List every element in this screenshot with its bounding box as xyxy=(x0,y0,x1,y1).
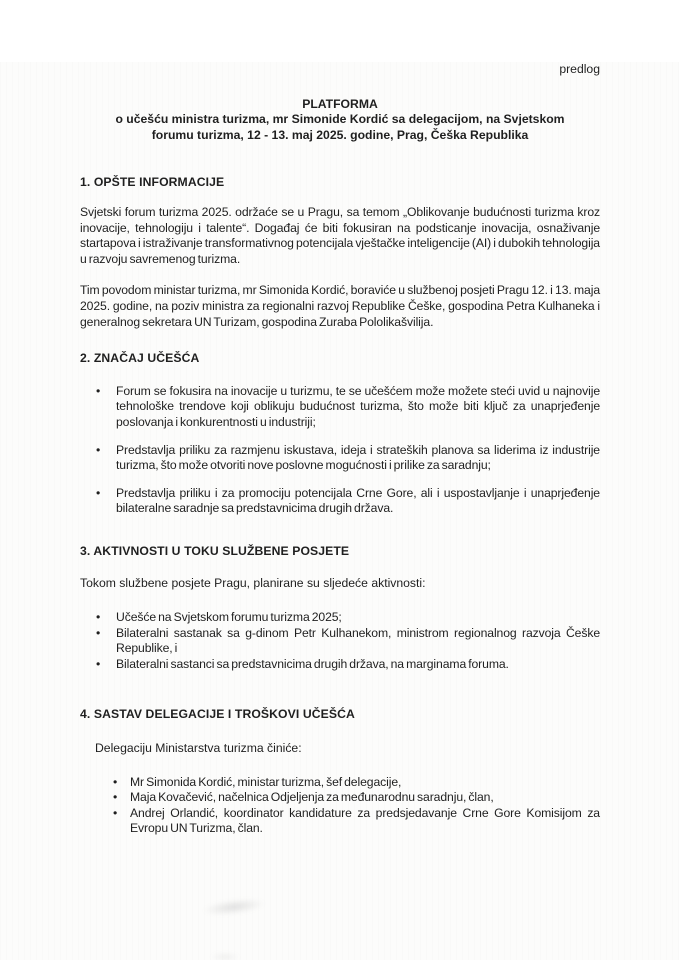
section-4-bullet-list xyxy=(80,775,600,837)
list-item-text: Bilateralni sastanci sa predstavnicima drugih država, na marginama foruma. xyxy=(116,656,509,671)
bullet-icon: • xyxy=(113,805,118,820)
bullet-icon: • xyxy=(96,383,101,398)
document-subtitle-line-1: o učešću ministra turizma, mr Simonide Kordić sa delegacijom, na Svjetskom xyxy=(115,112,565,127)
list-item xyxy=(80,806,600,837)
bullet-icon: • xyxy=(113,790,118,805)
section-3-bullet-list xyxy=(80,610,600,672)
list-item xyxy=(80,610,600,626)
bullet-icon: • xyxy=(113,774,118,789)
document-title-block xyxy=(80,97,600,144)
list-item-text: Mr Simonida Kordić, ministar turizma, šef delegacije, xyxy=(130,774,402,789)
scan-smudge xyxy=(210,952,240,960)
list-item xyxy=(80,775,600,791)
section-2-heading: 2. ZNAČAJ UČEŠĆA xyxy=(80,351,200,366)
section-4-intro: Delegaciju Ministarstva turizma činiće: xyxy=(95,741,302,756)
document-page xyxy=(0,62,679,960)
document-title: PLATFORMA xyxy=(302,96,378,111)
bullet-icon: • xyxy=(96,610,101,625)
list-item xyxy=(80,626,600,657)
section-1-paragraph-1: Svjetski forum turizma 2025. održaće se u Pragu, sa temom „Oblikovanje budućnosti turizma kroz inovacije, tehnologiju i talente“. Događaj će biti fokusiran na podsticanje inovacija, osnaživanje startapova i istraživanje transformativnog potencijala vještačke inteligencije (AI) i dubokih tehnologija u razvoju savremenog turizma. xyxy=(80,204,600,266)
list-item-text: Predstavlja priliku i za promociju potencijala Crne Gore, ali i uspostavljanje i unaprjeđenje bilateralne saradnje sa predstavnicima drugih država. xyxy=(116,485,600,516)
list-item-text: Predstavlja priliku za razmjenu iskustava, ideja i strateških planova sa liderima iz industrije turizma, što može otvoriti nove poslovne mogućnosti i prilike za saradnju; xyxy=(116,442,600,473)
bullet-icon: • xyxy=(96,485,101,500)
list-item xyxy=(80,486,600,517)
bullet-icon: • xyxy=(96,442,101,457)
document-content xyxy=(0,62,679,837)
document-subtitle-line-2: forumu turizma, 12 - 13. maj 2025. godine, Prag, Češka Republika xyxy=(151,127,529,142)
section-2-bullet-list xyxy=(80,384,600,517)
list-item xyxy=(80,657,600,673)
list-item-text: Maja Kovačević, načelnica Odjeljenja za međunarodnu saradnju, član, xyxy=(130,790,494,805)
list-item-text: Forum se fokusira na inovacije u turizmu, te se učešćem može možete steći uvid u najnovije tehnološke trendove koji oblikuju budućnost turizma, što može biti ključ za unaprjeđenje poslovanja i konkurentnosti u industriji; xyxy=(116,383,600,429)
list-item-text: Bilateralni sastanak sa g-dinom Petr Kulhanekom, ministrom regionalnog razvoja Češke Republike, i xyxy=(116,625,600,656)
section-3-intro: Tokom službene posjete Pragu, planirane su sljedeće aktivnosti: xyxy=(80,576,426,591)
section-1-paragraph-2: Tim povodom ministar turizma, mr Simonida Kordić, boraviće u službenoj posjeti Pragu 12. i 13. maja 2025. godine, na poziv ministra za regionalni razvoj Republike Češke, gospodina Petra Kulhaneka i generalnog sekretara UN Turizam, gospodina Zuraba Pololikašvilija. xyxy=(80,283,600,329)
list-item xyxy=(80,384,600,431)
scan-smudge xyxy=(202,896,265,917)
list-item xyxy=(80,443,600,474)
bullet-icon: • xyxy=(96,625,101,640)
list-item-text: Učešće na Svjetskom forumu turizma 2025; xyxy=(116,610,342,625)
document-tag: predlog xyxy=(559,62,600,76)
section-4-heading: 4. SASTAV DELEGACIJE I TROŠKOVI UČEŠĆA xyxy=(80,707,355,722)
list-item xyxy=(80,790,600,806)
list-item-text: Andrej Orlandić, koordinator kandidature za predsjedavanje Crne Gore Komisijom za Evropu UN Turizma, član. xyxy=(130,805,600,836)
section-1-heading: 1. OPŠTE INFORMACIJE xyxy=(80,175,225,190)
bullet-icon: • xyxy=(96,656,101,671)
section-3-heading: 3. AKTIVNOSTI U TOKU SLUŽBENE POSJETE xyxy=(80,543,350,558)
